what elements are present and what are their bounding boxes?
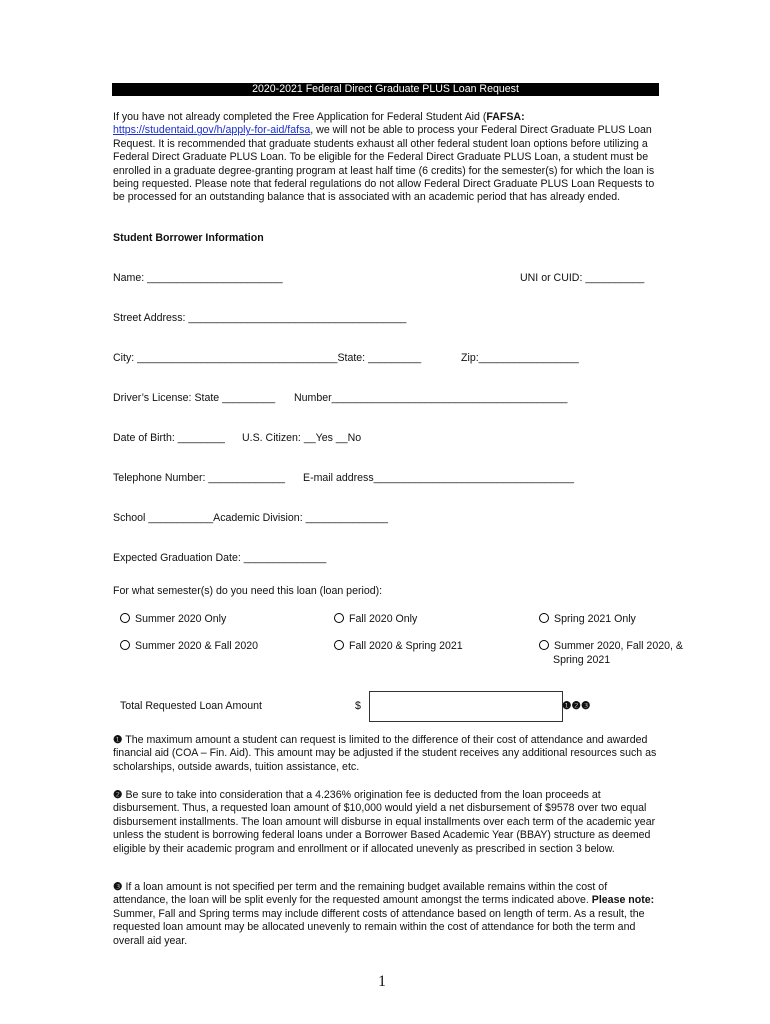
radio-circle-icon[interactable]: [120, 613, 130, 623]
option-label-continued: Spring 2021: [553, 654, 611, 666]
radio-circle-icon[interactable]: [539, 613, 549, 623]
date-of-birth-field[interactable]: Date of Birth: ________: [113, 432, 225, 444]
section-heading: Student Borrower Information: [113, 232, 264, 244]
option-fall-2020[interactable]: [334, 613, 417, 625]
loan-amount-label: Total Requested Loan Amount: [120, 700, 262, 712]
option-label: Spring 2021 Only: [554, 613, 636, 625]
school-division-field[interactable]: School ___________Academic Division: ______________: [113, 512, 389, 524]
footnote-markers: ❶❷❸: [562, 700, 591, 712]
fafsa-link[interactable]: https://studentaid.gov/h/apply-for-aid/fafsa: [113, 124, 311, 137]
zip-field[interactable]: Zip:_________________: [461, 352, 579, 364]
option-label: Summer 2020 & Fall 2020: [135, 640, 259, 652]
drivers-license-number-field[interactable]: Number________________________________________: [294, 392, 568, 404]
option-label: Fall 2020 & Spring 2021: [349, 640, 463, 652]
note-1: [113, 734, 661, 774]
intro-text-1: If you have not already completed the Free Application for Federal Student Aid (: [113, 111, 487, 123]
name-field[interactable]: Name: _______________________: [113, 272, 283, 284]
intro-paragraph: [113, 111, 661, 205]
note-2: [113, 789, 661, 856]
street-address-field[interactable]: Street Address: _____________________________________: [113, 312, 407, 324]
radio-circle-icon[interactable]: [334, 640, 344, 650]
note-text: If a loan amount is not specified per term and the remaining budget available remains within the cost of attendance, the loan will be split evenly for the requested amount amongst the terms indicated above.: [113, 881, 608, 907]
option-spring-2021[interactable]: [539, 613, 636, 625]
radio-circle-icon[interactable]: [539, 640, 549, 650]
radio-circle-icon[interactable]: [334, 613, 344, 623]
option-summer-fall-2020[interactable]: [120, 640, 258, 652]
note-bold-text: Please note:: [591, 894, 655, 907]
telephone-field[interactable]: Telephone Number: _____________: [113, 472, 285, 484]
option-all-terms[interactable]: [539, 640, 683, 652]
form-title: 2020-2021 Federal Direct Graduate PLUS Loan Request: [112, 83, 659, 96]
uni-field[interactable]: UNI or CUID: __________: [520, 272, 645, 284]
note-3: [113, 881, 661, 948]
option-label: Summer 2020 Only: [135, 613, 227, 625]
graduation-date-field[interactable]: Expected Graduation Date: ______________: [113, 552, 327, 564]
note-text: The maximum amount a student can request is limited to the difference of their cost of attendance and awarded financial aid (COA – Fin. Aid). This amount may be adjusted if the student receives any additional resources such as scholarships, outside awards, tuition assistance, etc.: [113, 734, 657, 773]
note-marker: ❷: [113, 789, 123, 801]
note-marker: ❶: [113, 734, 123, 746]
note-text: Be sure to take into consideration that a 4.236% origination fee is deducted from the loan proceeds at disbursement. Thus, a requested loan amount of $10,000 would yield a net disbursement of $9578 over two equal disbursement installments. The loan amount will disburse in equal installments over each term of the academic year unless the student is borrowing federal loans under a Borrower Based Academic Year (BBAY) structure as deemed eligible by their academic program and enrollment or if allocated unevenly as prescribed in section 3 below.: [113, 789, 656, 855]
option-label: Fall 2020 Only: [349, 613, 418, 625]
citizen-field[interactable]: U.S. Citizen: __Yes __No: [242, 432, 362, 444]
note-text-continued: Summer, Fall and Spring terms may include different costs of attendance based on length of term. As a result, the requested loan amount may be allocated unevenly to remain within the cost of attendance for both the term and overall aid year.: [113, 907, 645, 947]
radio-circle-icon[interactable]: [120, 640, 130, 650]
option-summer-2020[interactable]: [120, 613, 226, 625]
drivers-license-state-field[interactable]: Driver’s License: State _________: [113, 392, 276, 404]
page-number: 1: [378, 973, 386, 990]
loan-amount-input[interactable]: [369, 691, 563, 722]
semester-question: For what semester(s) do you need this loan (loan period):: [113, 585, 383, 597]
fafsa-label: FAFSA:: [486, 111, 525, 123]
note-marker: ❸: [113, 881, 123, 893]
option-fall-spring[interactable]: [334, 640, 463, 652]
intro-text-2: , we will not be able to process your Federal Direct Graduate PLUS Loan Request. It is recommended that graduate students exhaust all other federal student loan options before utilizing a Federal Direct Graduate PLUS Loan. To be eligible for the Federal Direct Graduate PLUS Loan, a student must be enrolled in a graduate degree-granting program at least half time (6 credits) for the semester(s) for which the loan is being requested. Please note that federal regulations do not allow Federal Direct Graduate PLUS Loan Requests to be processed for an outstanding balance that is associated with an academic period that has already ended.: [113, 124, 655, 204]
city-state-field[interactable]: City: __________________________________State: _________: [113, 352, 422, 364]
option-label: Summer 2020, Fall 2020, &: [554, 640, 683, 652]
currency-symbol: $: [355, 700, 361, 712]
email-field[interactable]: E-mail address__________________________________: [303, 472, 574, 484]
